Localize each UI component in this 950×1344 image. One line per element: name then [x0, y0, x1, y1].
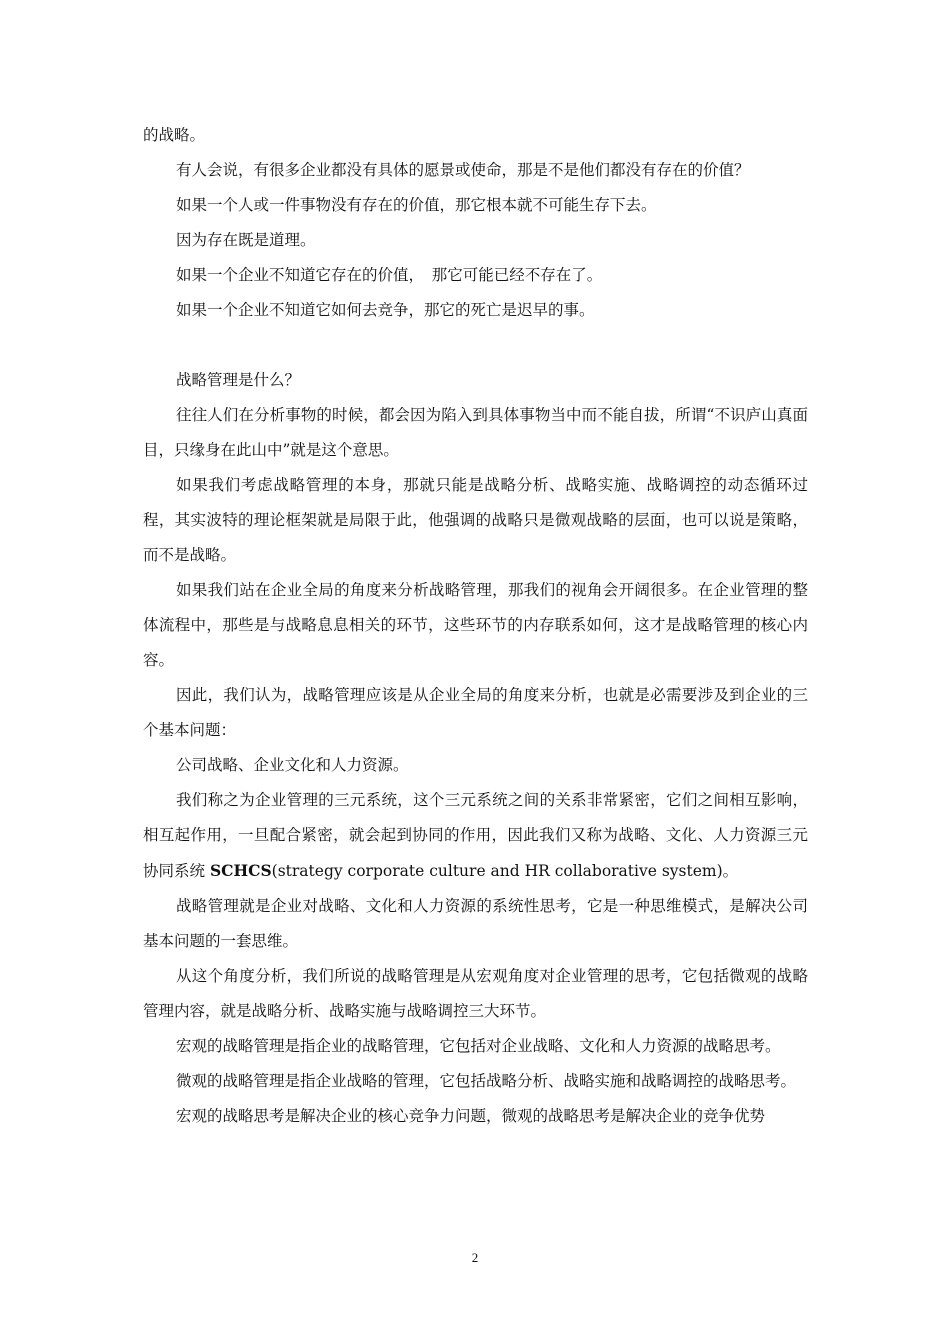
paragraph-text: 我们称之为企业管理的三元系统，这个三元系统之间的关系非常紧密，它们之间相互影响，相互起作用，一旦配合紧密，就会起到协同的作用，因此我们又称为战略、文化、人力资源三元协同系统 [143, 791, 808, 880]
acronym-schcs: SCHCS [209, 861, 272, 880]
page-number: 2 [471, 1250, 479, 1265]
paragraph: 宏观的战略管理是指企业的战略管理，它包括对企业战略、文化和人力资源的战略思考。 [176, 1037, 781, 1055]
paragraph: 有人会说，有很多企业都没有具体的愿景或使命，那是不是他们都没有存在的价值？ [176, 161, 750, 179]
paragraph: 如果一个企业不知道它存在的价值， 那它可能已经不存在了。 [176, 266, 603, 284]
paragraph [143, 783, 808, 889]
paragraph: 战略管理就是企业对战略、文化和人力资源的系统性思考，它是一种思维模式，是解决公司基本问题的一套思维。 [143, 897, 808, 950]
paragraph: 如果我们站在企业全局的角度来分析战略管理，那我们的视角会开阔很多。在企业管理的整体流程中，那些是与战略息息相关的环节，这些环节的内存联系如何，这才是战略管理的核心内容。 [143, 581, 808, 669]
document-body [143, 118, 808, 1134]
paragraph: 的战略。 [143, 126, 206, 144]
paragraph: 如果一个人或一件事物没有存在的价值，那它根本就不可能生存下去。 [176, 196, 657, 214]
paragraph: 因此，我们认为，战略管理应该是从企业全局的角度来分析，也就是必需要涉及到企业的三个基本问题： [143, 686, 808, 739]
section-heading: 战略管理是什么？ [176, 371, 301, 389]
acronym-expansion: (strategy corporate culture and HR collaborative system)。 [271, 862, 739, 880]
blank-line [143, 328, 808, 363]
paragraph: 因为存在既是道理。 [176, 231, 316, 249]
paragraph: 从这个角度分析，我们所说的战略管理是从宏观角度对企业管理的思考，它包括微观的战略管理内容，就是战略分析、战略实施与战略调控三大环节。 [143, 967, 808, 1020]
paragraph: 如果一个企业不知道它如何去竞争，那它的死亡是迟早的事。 [176, 301, 595, 319]
paragraph: 如果我们考虑战略管理的本身，那就只能是战略分析、战略实施、战略调控的动态循环过程，其实波特的理论框架就是局限于此，他强调的战略只是微观战略的层面，也可以说是策略，而不是战略。 [143, 476, 808, 564]
paragraph: 宏观的战略思考是解决企业的核心竞争力问题，微观的战略思考是解决企业的竞争优势 [176, 1107, 766, 1125]
paragraph: 微观的战略管理是指企业战略的管理，它包括战略分析、战略实施和战略调控的战略思考。 [176, 1072, 797, 1090]
paragraph: 公司战略、企业文化和人力资源。 [176, 756, 409, 774]
paragraph: 往往人们在分析事物的时候，都会因为陷入到具体事物当中而不能自拔，所谓“不识庐山真面目，只缘身在此山中”就是这个意思。 [143, 406, 808, 459]
